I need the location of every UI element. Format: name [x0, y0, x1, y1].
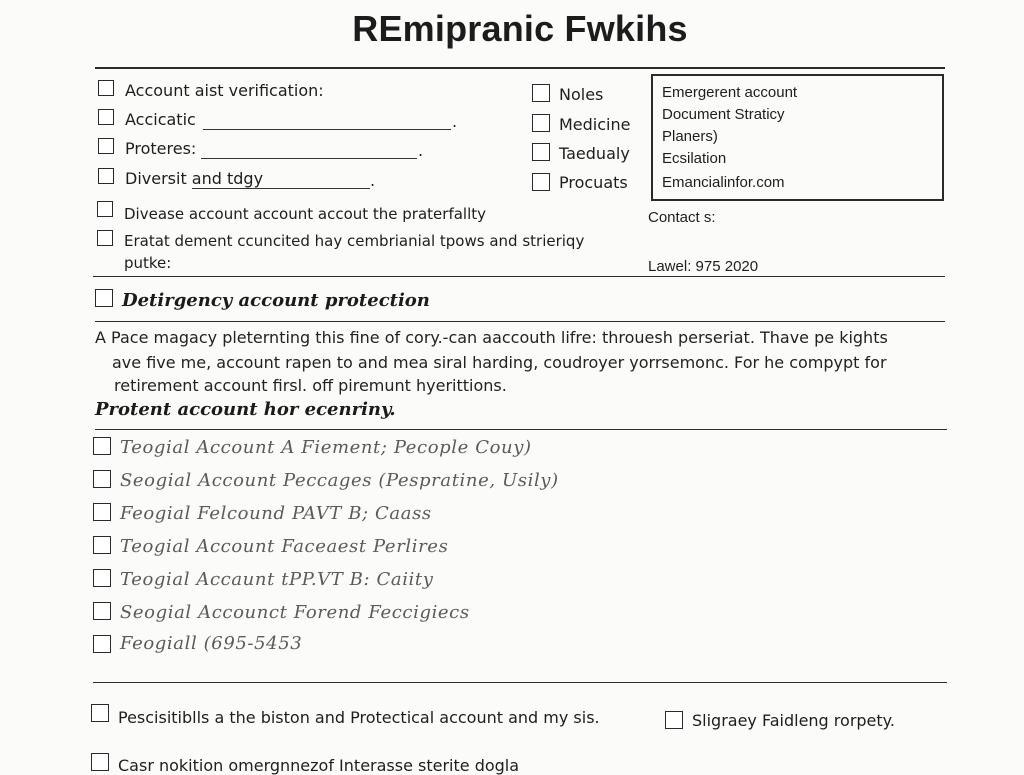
checkbox-noles[interactable] — [532, 84, 550, 102]
list-item: Feogiall (695-5453 — [120, 633, 303, 654]
diversit-dot: . — [370, 171, 376, 190]
proteres-blank-line[interactable] — [201, 158, 417, 159]
label-diversit: Diversit and tdgy — [125, 169, 264, 188]
label-procuats: Procuats — [559, 173, 628, 192]
label-eratat: Eratat dement ccuncited hay cembrianial tpows and strieriqy — [124, 232, 585, 250]
checkbox-medicine[interactable] — [532, 114, 550, 132]
accicatic-blank-line[interactable] — [203, 129, 451, 130]
checkbox-accicatic[interactable] — [98, 109, 114, 125]
checkbox-procuats[interactable] — [532, 173, 550, 191]
contacts-label: Contact s: — [648, 209, 716, 226]
proteres-dot: . — [418, 141, 424, 160]
checkbox-section1[interactable] — [95, 289, 113, 307]
checkbox-item-7[interactable] — [93, 635, 111, 653]
checkbox-proteres[interactable] — [98, 138, 114, 154]
checkbox-item-2[interactable] — [93, 470, 111, 488]
list-item: Teogial Accaunt tPP.VT B: Caiity — [120, 569, 434, 590]
checkbox-item-6[interactable] — [93, 602, 111, 620]
section1-para-line-3: retirement account firsl. off piremunt hyerittions. — [114, 376, 507, 395]
label-divease: Divease account account accout the praterfallty — [124, 205, 487, 223]
law-label: Lawel: 975 2020 — [648, 258, 759, 275]
section1-para-line-2: ave five me, account rapen to and mea siral harding, coudroyer yorrsemonc. For he compypt for — [112, 353, 887, 372]
list-item: Teogial Account A Fiement; Pecople Couy) — [120, 437, 532, 458]
list-item: Teogial Account Faceaest Perlires — [120, 536, 449, 557]
divider-4 — [93, 682, 947, 683]
header-rule — [95, 67, 945, 69]
checkbox-bottom-right[interactable] — [665, 711, 683, 729]
info-box-line-2: Document Straticy — [662, 106, 785, 123]
label-bottom-right: Sligraey Faidleng rorpety. — [692, 711, 895, 730]
checkbox-item-5[interactable] — [93, 569, 111, 587]
checkbox-account-verification[interactable] — [98, 80, 114, 96]
checkbox-divease[interactable] — [97, 201, 113, 217]
accicatic-dot: . — [452, 112, 458, 131]
page-title: REmipranic Fwkihs — [352, 8, 688, 49]
section1-para-line-1: A Pace magacy pleternting this fine of cory.-can aaccouth lifre: throuesh perseriat. Thave pe kights — [95, 328, 888, 347]
label-bottom-cut: Casr nokition omergnnezof Interasse sterite dogla — [118, 756, 520, 775]
list-item: Feogial Felcound PAVT B; Caass — [120, 503, 432, 524]
checkbox-bottom-cut[interactable] — [91, 753, 109, 771]
divider-1 — [93, 276, 945, 277]
list-item: Seogial Accounct Forend Feccigiecs — [120, 602, 470, 623]
section1-heading: Detirgency account protection — [122, 290, 430, 311]
label-accicatic: Accicatic — [125, 110, 196, 129]
label-proteres: Proteres: — [125, 139, 197, 158]
info-box-line-4: Ecsilation — [662, 150, 727, 167]
label-medicine: Medicine — [559, 115, 631, 134]
label-eratat-cont: putke: — [124, 254, 172, 272]
diversit-blank-line[interactable] — [192, 188, 370, 189]
label-taedualy: Taedualy — [559, 144, 630, 163]
list-item: Seogial Account Peccages (Pespratine, Usily) — [120, 470, 559, 491]
divider-3 — [95, 429, 947, 430]
info-box-line-5: Emancialinfor.com — [662, 174, 785, 191]
checkbox-item-1[interactable] — [93, 437, 111, 455]
info-box-line-3: Planers) — [662, 128, 718, 145]
checkbox-item-4[interactable] — [93, 536, 111, 554]
checkbox-taedualy[interactable] — [532, 143, 550, 161]
label-account-verification: Account aist verification: — [125, 81, 324, 100]
info-box-line-1: Emergerent account — [662, 84, 798, 101]
checkbox-eratat[interactable] — [97, 230, 113, 246]
label-bottom-left: Pescisitiblls a the biston and Protectical account and my sis. — [118, 708, 600, 727]
label-noles: Noles — [559, 85, 604, 104]
section2-heading: Protent account hor ecenriny. — [95, 399, 396, 420]
checkbox-bottom-left[interactable] — [91, 704, 109, 722]
checkbox-item-3[interactable] — [93, 503, 111, 521]
checkbox-diversit[interactable] — [98, 168, 114, 184]
divider-2 — [95, 321, 945, 322]
